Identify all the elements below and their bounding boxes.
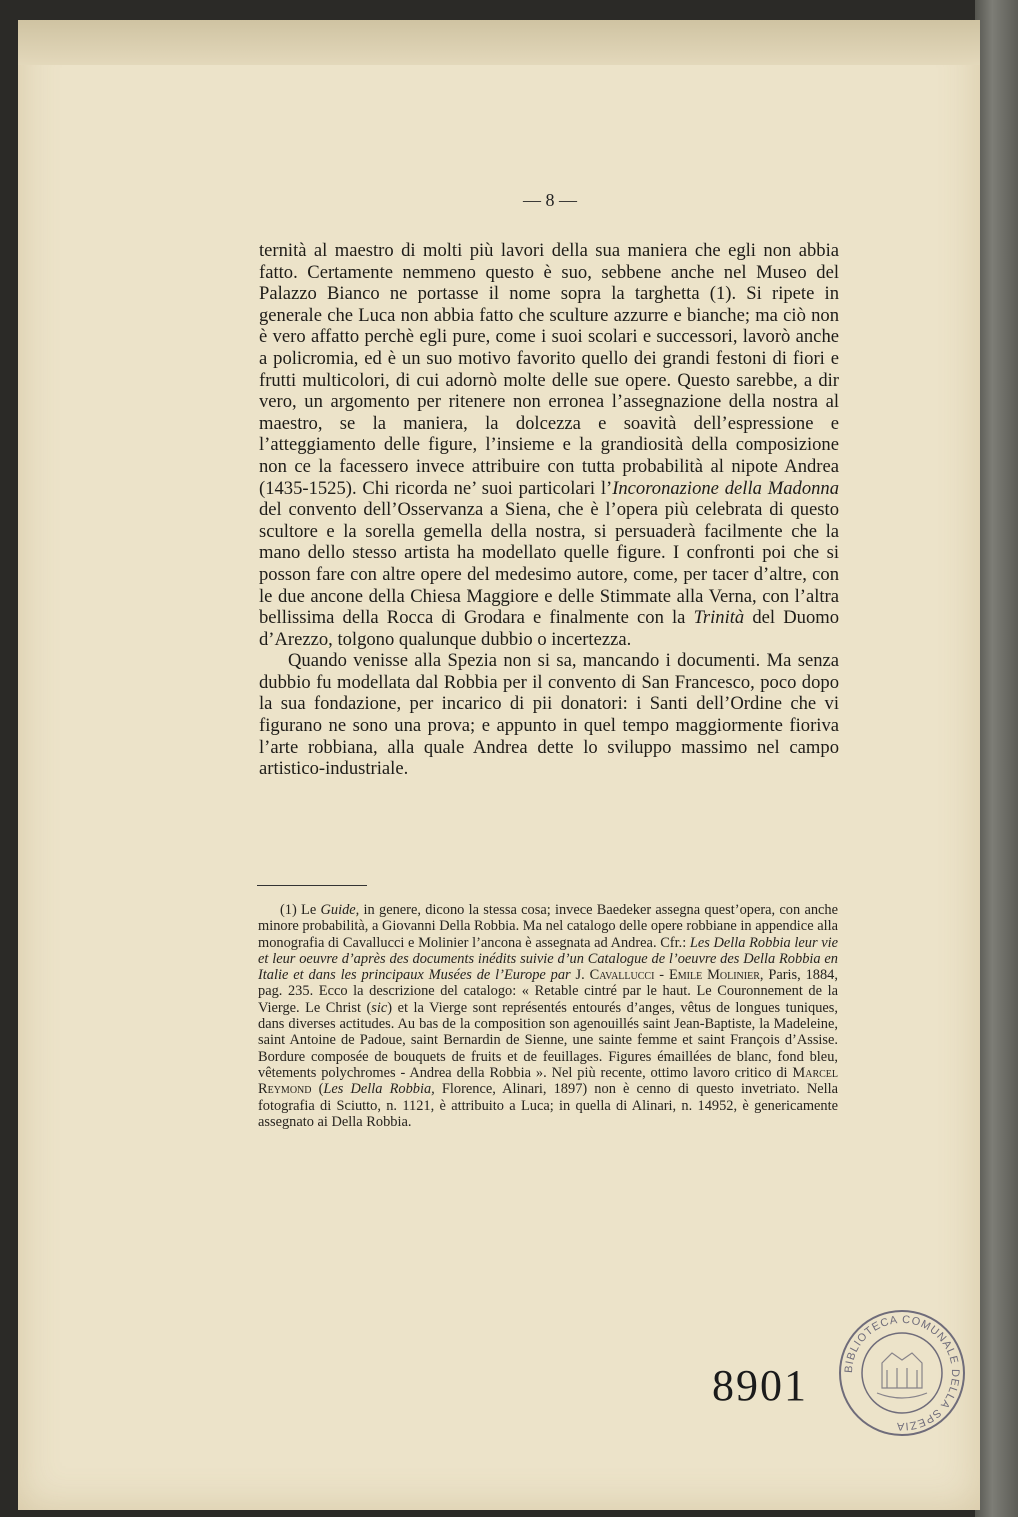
text-run: ( [311, 1081, 324, 1098]
italic-title-incoronazione: Incoronazione della Madonna [612, 477, 840, 499]
text-run: in genere, dicono la stessa cosa; invece Baedeker assegna quest’opera, con anche minore probabilità, a Giovanni Della Robbia. Ma nel catalogo delle opere robbiane in appendice alla monografia di Cavallucci e Molinier l’ancona è assegnata ad Andrea. Cfr.: [258, 902, 838, 951]
italic-title-trinita: Trinità [693, 607, 745, 629]
footnote [258, 902, 838, 1130]
svg-text:BIBLIOTECA COMUNALE DELLA SPEZ [843, 1314, 961, 1432]
footnote-separator [257, 885, 367, 886]
text-run: J. [570, 967, 590, 984]
inventory-number: 8901 [712, 1361, 808, 1410]
adjacent-page-edge [975, 0, 1018, 1517]
text-run: del convento dell’Osservanza a Siena, che è l’opera più celebrata di questo scultore e la sorella gemella della nostra, si persuaderà facilmente che la mano dello stesso artista ha modellato quelle figure. I confronti poi che si posson fare con altre opere del medesimo autore, come, per tacer d’altre, con le due ancone della Chiesa Maggiore e delle Stimmate alla Verna, con l’altra bellissima della Rocca di Grodara e finalmente con la [259, 499, 839, 629]
stamp-text: BIBLIOTECA COMUNALE DELLA SPEZIA [842, 1313, 962, 1433]
text-run: ) et la Vierge sont représentés entourés d’anges, vêtus de longues tuniques, dans diverses actitudes. Au bas de la composition son agenouillés saint Jean-Baptiste, la Madeleine, saint Antoine de Padoue, saint Bernardin de Sienne, une sainte femme et saint François d’Assise. Bordure composée de bouquets de fruits et de feuillages. Figures émaillées de blanc, fond bleu, vêtements polychromes - Andrea della Robbia ». Nel più recente, ottimo lavoro critico di [258, 999, 838, 1081]
paragraph-2: Quando venisse alla Spezia non si sa, mancando i documenti. Ma senza dubbio fu modellata dal Robbia per il convento di San Francesco, poco dopo la sua fondazione, per incarico di pii donatori: i Santi dell’Ordine che vi figurano ne sono una prova; e appunto in quel tempo maggiormente fioriva l’arte robbiana, alla quale Andrea dette lo sviluppo massimo nel campo artistico-industriale. [259, 650, 839, 780]
author-reymond: Marcel Reymond [258, 1064, 838, 1098]
text-run: del Duomo d’Arezzo, tolgono qualunque dubbio o incertezza. [259, 607, 839, 650]
paragraph-1 [259, 240, 839, 650]
italic-book-reymond: Les Della Robbia, [323, 1081, 435, 1098]
main-text [259, 240, 839, 780]
italic-run: Guide, [320, 902, 360, 918]
text-run: Florence, Alinari, 1897) non è cenno di questo invetriato. Nella fotografia di Sciutto, n. 1121, è attribuito a Luca; in quella di Alinari, n. 14952, è genericamente assegnato ai Della Robbia. [258, 1081, 838, 1130]
page-top-fold [18, 20, 980, 65]
italic-sic: sic [371, 999, 388, 1016]
text-run: ternità al maestro di molti più lavori della sua maniera che egli non abbia fatto. Certamente nemmeno questo è suo, sebbene anche nel Museo del Palazzo Bianco ne portasse il nome sopra la targhetta (1). Si ripete in generale che Luca non abbia fatto che sculture azzurre e bianche; ma ciò non è vero affatto perchè egli pure, come i suoi scolari e successori, lavorò anche a policromia, ed è un suo motivo favorito quello dei grandi festoni di fiori e frutti multicolori, di cui adornò molte delle sue opere. Questo sarebbe, a dir vero, un argomento per ritenere non erronea l’assegnazione della nostra al maestro, se la maniera, la dolcezza e soavità dell’espressione e l’atteggiamento delle figure, l’insieme e la grandiosità della composizione non ce la facessero invece attribuire con tutta probabilità al nipote Andrea (1435-1525). Chi ricorda ne’ suoi particolari l’ [259, 240, 839, 499]
text-run: , Paris, 1884, pag. 235. Ecco la descrizione del catalogo: « Retable cintré par le haut. Le Couronnement de la Vierge. Le Christ ( [258, 967, 838, 1016]
italic-book-title: Les Della Robbia leur vie et leur oeuvre d’après des documents inédits suivie d’un Catalogue de l’oeuvre des Della Robbia en Italie et dans les principaux Musées de l’Europe par [258, 934, 838, 984]
text-run: (1) Le [280, 902, 321, 918]
author-names: Cavallucci - Emile Molinier [589, 967, 760, 984]
page-number: — 8 — [523, 190, 577, 210]
library-stamp [837, 1308, 967, 1438]
